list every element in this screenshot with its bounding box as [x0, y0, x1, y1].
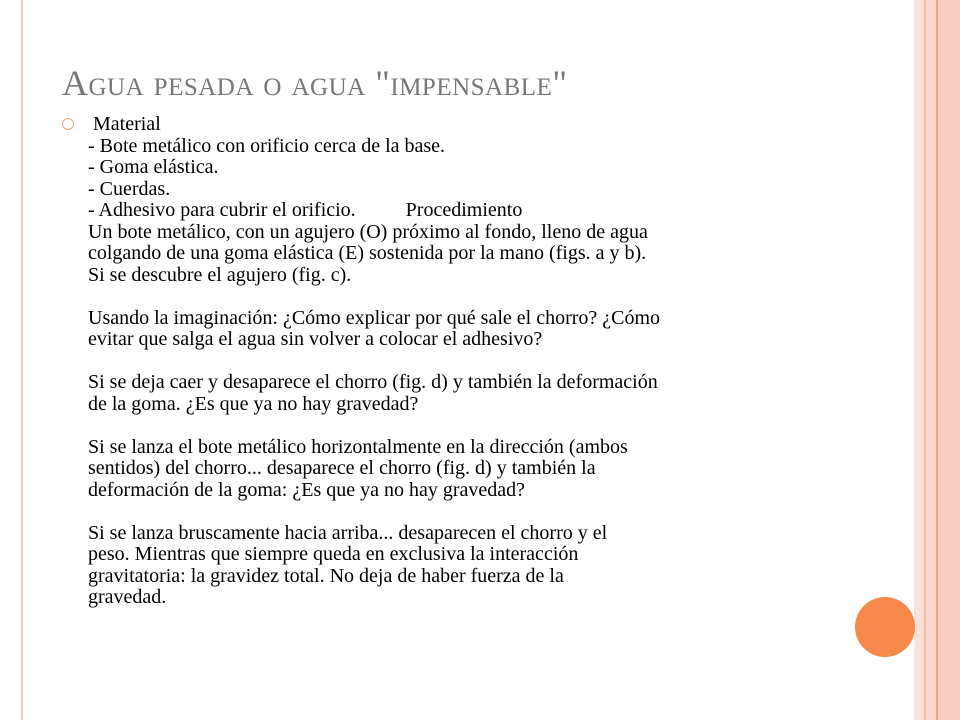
- slide-body: [88, 114, 848, 609]
- body-line: Si se lanza el bote metálico horizontalmente en la dirección (ambos: [88, 435, 628, 458]
- body-line: - Bote metálico con orificio cerca de la base.: [88, 134, 446, 157]
- body-line: Si se lanza bruscamente hacia arriba... desaparecen el chorro y el: [88, 521, 608, 544]
- body-line: Usando la imaginación: ¿Cómo explicar por qué sale el chorro? ¿Cómo: [88, 306, 661, 329]
- body-line: evitar que salga el agua sin volver a colocar el adhesivo?: [88, 328, 543, 350]
- blank-line: [88, 286, 848, 308]
- body-line: Material: [88, 113, 161, 135]
- blank-line: [88, 351, 848, 373]
- right-stripe-decoration: [914, 0, 960, 720]
- left-border-decoration: [0, 0, 23, 720]
- stripe: [926, 0, 936, 720]
- body-line: Si se deja caer y desaparece el chorro (fig. d) y también la deformación: [88, 371, 658, 393]
- body-line: deformación de la goma: ¿Es que ya no hay gravedad?: [88, 478, 526, 501]
- accent-circle: [855, 597, 915, 657]
- body-line: - Adhesivo para cubrir el orificio. Procedimiento: [88, 199, 523, 221]
- blank-line: [88, 501, 848, 523]
- body-line: de la goma. ¿Es que ya no hay gravedad?: [88, 392, 419, 415]
- body-line: Un bote metálico, con un agujero (O) próximo al fondo, lleno de agua: [88, 220, 648, 243]
- body-line: Si se descubre el agujero (fig. c).: [88, 263, 352, 286]
- body-line: gravedad.: [88, 586, 167, 608]
- body-line: gravitatoria: la gravidez total. No deja de haber fuerza de la: [88, 564, 564, 587]
- body-line: colgando de una goma elástica (E) sostenida por la mano (figs. a y b).: [88, 242, 647, 264]
- bullet-circle-icon: [62, 118, 74, 130]
- stripe: [914, 0, 924, 720]
- slide-title: Agua pesada o agua "impensable": [62, 63, 568, 103]
- stripe: [938, 0, 960, 720]
- body-line: sentidos) del chorro... desaparece el chorro (fig. d) y también la: [88, 457, 596, 479]
- body-line: - Goma elástica.: [88, 156, 219, 178]
- body-line: - Cuerdas.: [88, 177, 171, 200]
- body-line: peso. Mientras que siempre queda en exclusiva la interacción: [88, 543, 579, 565]
- blank-line: [88, 415, 848, 437]
